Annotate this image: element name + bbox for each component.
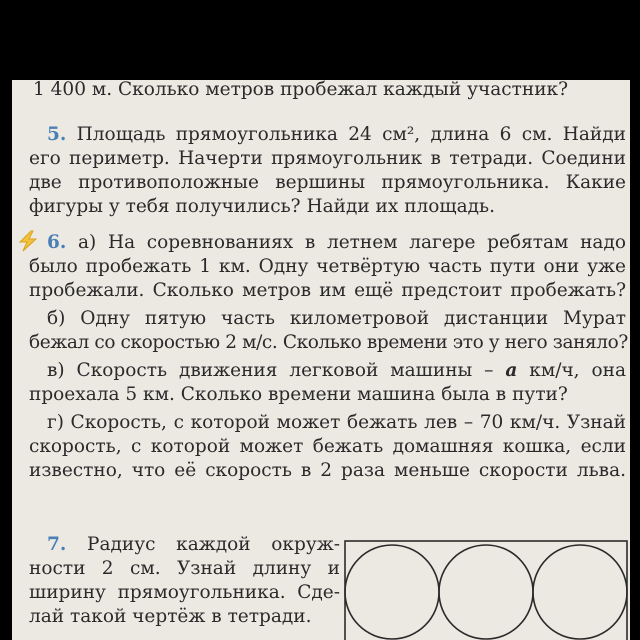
task-5-line-3: две противоположные вершины прямоугольника. Какие [29, 172, 626, 193]
task-5-line-4: фигуры у тебя получились? Найди их площадь. [29, 196, 495, 217]
task-7-line-1: 7. Радиус каждой окруж- [47, 534, 340, 555]
task-6v-line-2: проехала 5 км. Сколько времени машина была в пути? [29, 384, 568, 405]
task-6a-line-3: пробежали. Сколько метров им ещё предстоит пробежать? [29, 280, 626, 301]
textbook-page [12, 80, 630, 640]
task-5-number: 5. [47, 124, 67, 145]
figure-circle-2 [439, 545, 533, 639]
task-7-line-3: ширину прямоугольника. Сде- [29, 582, 340, 603]
task-6a-line-2: было пробежать 1 км. Одну четвёртую часть пути они уже [29, 256, 626, 277]
task-6a-line-1: 6. а) На соревнованиях в летнем лагере ребятам надо [47, 232, 626, 253]
task-6g-line-3: известно, что её скорость в 2 раза меньше скорости льва. [29, 460, 626, 481]
task-6g-line-1: г) Скорость, с которой может бежать лев – 70 км/ч. Узнай [47, 412, 626, 433]
figure-circle-1 [345, 545, 439, 639]
task-7-line-4: лай такой чертёж в тетради. [29, 606, 312, 627]
figure-rectangle [345, 541, 627, 640]
task-5-line-1: 5. Площадь прямоугольника 24 см², длина 6 см. Найди [47, 124, 626, 145]
figure-circle-3 [533, 545, 627, 639]
task-6v-line-1: в) Скорость движения легковой машины – a км/ч, она [47, 360, 626, 381]
task-6b-line-2: бежал со скоростью 2 м/с. Сколько времени это у него заняло? [29, 332, 628, 353]
task-6g-line-2: скорость, с которой может бежать домашняя кошка, если [29, 436, 626, 457]
task-6b-line-1: б) Одну пятую часть километровой дистанции Мурат [47, 308, 626, 329]
previous-task-tail: 1 400 м. Сколько метров пробежал каждый участник? [33, 80, 569, 100]
lightning-icon [16, 230, 40, 252]
task-7-number: 7. [47, 534, 67, 555]
task-5-line-2: его периметр. Начерти прямоугольник в тетради. Соедини [29, 148, 626, 169]
variable-a: a [505, 360, 518, 381]
task-6-number: 6. [47, 232, 67, 253]
task-7-line-2: ности 2 см. Узнай длину и [29, 558, 340, 579]
rectangle-with-circles-figure [343, 538, 630, 640]
